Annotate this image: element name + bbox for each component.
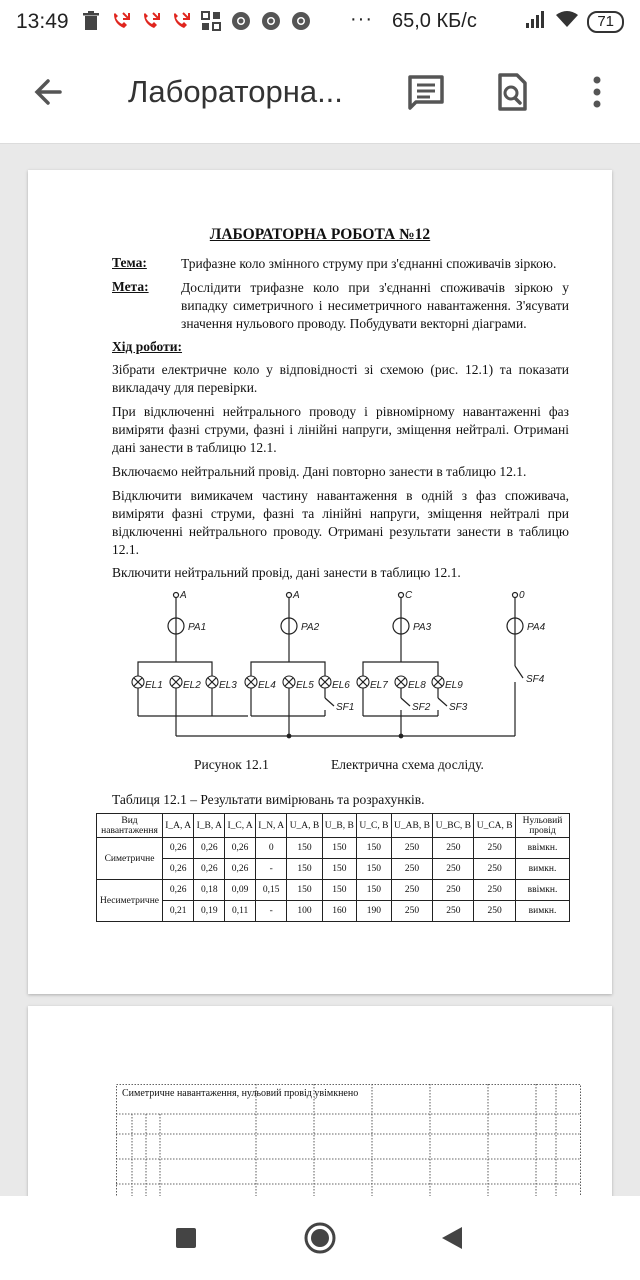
lamp-symbol [357, 676, 369, 688]
lamp-symbol [206, 676, 218, 688]
paragraph-1: Зібрати електричне коло у відповідності зі схемою (рис. 12.1) та показати викладачу для перевірки. [112, 362, 569, 395]
app-bar [0, 44, 640, 144]
header-in: I_N, A [256, 814, 287, 838]
navigation-bar [0, 1196, 640, 1280]
header-uca: U_CA, B [474, 814, 516, 838]
header-uab: U_AB, B [391, 814, 433, 838]
cell: 0,15 [256, 880, 287, 901]
lamp-label-9: EL9 [445, 680, 463, 691]
data-grid [116, 1084, 581, 1209]
grid-label: Симетричне навантаження, нульовий провід увімкнено [122, 1088, 359, 1099]
status-right [525, 10, 624, 33]
document-search-icon[interactable] [492, 72, 532, 112]
notification-icons [80, 10, 312, 32]
header-ia: I_A, A [163, 814, 194, 838]
table-header-row [97, 814, 570, 838]
lamp-label-7: EL7 [370, 680, 388, 691]
lab-title: ЛАБОРАТОРНА РОБОТА №12 [209, 226, 431, 243]
ammeter-label-4: PA4 [527, 622, 546, 633]
header-ub: U_B, B [322, 814, 357, 838]
progress-label: Хід роботи: [112, 339, 183, 354]
cell: ввімкн. [516, 838, 570, 859]
phase-label-4: 0 [519, 590, 525, 601]
switch-label-4: SF4 [526, 674, 545, 685]
electrical-schematic [112, 586, 572, 751]
cell: 150 [357, 838, 392, 859]
lamp-symbol [283, 676, 295, 688]
cell: 250 [391, 901, 433, 922]
cell: 250 [474, 838, 516, 859]
ammeter-label-3: PA3 [413, 622, 432, 633]
document-page-2 [28, 1006, 612, 1206]
lamp-symbol [319, 676, 331, 688]
topic-text: Трифазне коло змінного струму при з'єднанні споживачів зіркою. [181, 256, 557, 271]
cell: 0,26 [163, 880, 194, 901]
cell: 0,18 [194, 880, 225, 901]
header-ua: U_A, B [287, 814, 322, 838]
trash-notification-icon [80, 10, 102, 32]
figure-caption: Рисунок 12.1 [194, 757, 269, 772]
cell: 160 [322, 901, 357, 922]
table-row [97, 901, 570, 922]
missed-call-icon [110, 10, 132, 32]
cell: 250 [433, 859, 474, 880]
lamp-label-3: EL3 [219, 680, 237, 691]
missed-call-icon [170, 10, 192, 32]
switch-label-2: SF2 [412, 702, 431, 713]
cell: - [256, 859, 287, 880]
cell: 250 [391, 880, 433, 901]
signal-icon [525, 10, 547, 33]
cell: 150 [287, 880, 322, 901]
cell: 250 [433, 901, 474, 922]
status-time: 13:49 [16, 10, 69, 33]
header-uc: U_C, B [357, 814, 392, 838]
document-page-1 [28, 170, 612, 994]
cell: 250 [474, 880, 516, 901]
cell: 0,09 [225, 880, 256, 901]
cell: 150 [287, 859, 322, 880]
cell: 250 [433, 880, 474, 901]
paragraph-5: Включити нейтральний провід, дані занести в таблицю 12.1. [112, 565, 461, 580]
cell: 0 [256, 838, 287, 859]
paragraph-4: Відключити вимикачем частину навантаження в одній з фаз споживача, виміряти фазні струми, фазні та лінійні напруги, зміщення нейтралі при відключенні нейтрального проводу. Отримані результати занести в таблицю 12.1. [112, 488, 569, 557]
cell: вимкн. [516, 901, 570, 922]
grid-lines [116, 1084, 581, 1209]
cell: 250 [433, 838, 474, 859]
cell: 250 [474, 859, 516, 880]
results-table [96, 813, 570, 922]
group-name: Несиметричне [97, 880, 163, 922]
cell: 0,26 [225, 838, 256, 859]
more-notifications-dots: ··· [350, 8, 373, 30]
cell: ввімкн. [516, 880, 570, 901]
wifi-icon [555, 10, 579, 33]
lamp-label-6: EL6 [332, 680, 350, 691]
table-caption: Таблиця 12.1 – Результати вимірювань та розрахунків. [112, 792, 425, 807]
lamp-symbol [170, 676, 182, 688]
header-load-type: Вид навантаження [97, 814, 163, 838]
status-bar [0, 0, 640, 44]
group-name: Симетричне [97, 838, 163, 880]
phase-label-2: A [293, 590, 300, 601]
chrome-icon [260, 10, 282, 32]
lamp-symbol [432, 676, 444, 688]
chrome-icon [290, 10, 312, 32]
ammeter-label-2: PA2 [301, 622, 320, 633]
paragraph-3: Включаємо нейтральний провід. Дані повторно занести в таблицю 12.1. [112, 464, 527, 479]
table-row [97, 838, 570, 859]
table-row [97, 859, 570, 880]
topic-label: Тема: [112, 255, 147, 270]
cell: 100 [287, 901, 322, 922]
lamp-label-2: EL2 [183, 680, 201, 691]
lamp-label-8: EL8 [408, 680, 426, 691]
cell: 0,26 [225, 859, 256, 880]
figure-title: Електрична схема досліду. [331, 757, 484, 772]
ammeter-label-1: PA1 [188, 622, 207, 633]
cell: 0,26 [163, 838, 194, 859]
square-icon[interactable] [166, 1218, 206, 1258]
cell: 0,26 [194, 838, 225, 859]
cell: вимкн. [516, 859, 570, 880]
apps-grid-icon [200, 10, 222, 32]
lamp-symbol [395, 676, 407, 688]
more-vertical-icon[interactable] [577, 72, 617, 112]
switch-label-1: SF1 [336, 702, 355, 713]
phase-label-1: A [180, 590, 187, 601]
cell: 0,19 [194, 901, 225, 922]
cell: 150 [357, 880, 392, 901]
cell: - [256, 901, 287, 922]
goal-label: Мета: [112, 279, 149, 294]
lamp-label-5: EL5 [296, 680, 314, 691]
document-title: Лабораторна... [128, 74, 343, 109]
cell: 150 [322, 838, 357, 859]
lamp-symbol [245, 676, 257, 688]
phase-label-3: C [405, 590, 413, 601]
network-speed: 65,0 КБ/с [392, 10, 477, 32]
arrow-left-icon[interactable] [30, 72, 70, 112]
cell: 0,21 [163, 901, 194, 922]
battery-indicator: 71 [587, 11, 624, 33]
cell: 250 [391, 859, 433, 880]
cell: 150 [322, 859, 357, 880]
table-row [97, 880, 570, 901]
cell: 150 [357, 859, 392, 880]
switch-label-3: SF3 [449, 702, 468, 713]
cell: 0,11 [225, 901, 256, 922]
lamp-label-4: EL4 [258, 680, 276, 691]
header-ubc: U_BC, B [433, 814, 474, 838]
cell: 150 [287, 838, 322, 859]
cell: 250 [391, 838, 433, 859]
cell: 0,26 [194, 859, 225, 880]
lamp-symbol [132, 676, 144, 688]
goal-text: Дослідити трифазне коло при з'єднанні споживачів зіркою у випадку симетричного і несиметричного навантаження. З'ясувати значення нульового проводу. Побудувати векторні діаграми. [181, 280, 569, 331]
circle-icon[interactable] [300, 1218, 340, 1258]
cell: 190 [357, 901, 392, 922]
paragraph-2: При відключенні нейтрального проводу і рівномірному навантаженні фаз виміряти фазні струми, фазні і лінійні напруги, зміщення нейтралі. Отримані дані занести в таблицю 12.1. [112, 404, 569, 455]
cell: 0,26 [163, 859, 194, 880]
missed-call-icon [140, 10, 162, 32]
cell: 250 [474, 901, 516, 922]
chrome-icon [230, 10, 252, 32]
header-ic: I_C, A [225, 814, 256, 838]
triangle-back-icon[interactable] [432, 1218, 472, 1258]
lamp-label-1: EL1 [145, 680, 163, 691]
header-neutral: Нульовий провід [516, 814, 570, 838]
header-ib: I_B, A [194, 814, 225, 838]
cell: 150 [322, 880, 357, 901]
comment-icon[interactable] [406, 72, 446, 112]
